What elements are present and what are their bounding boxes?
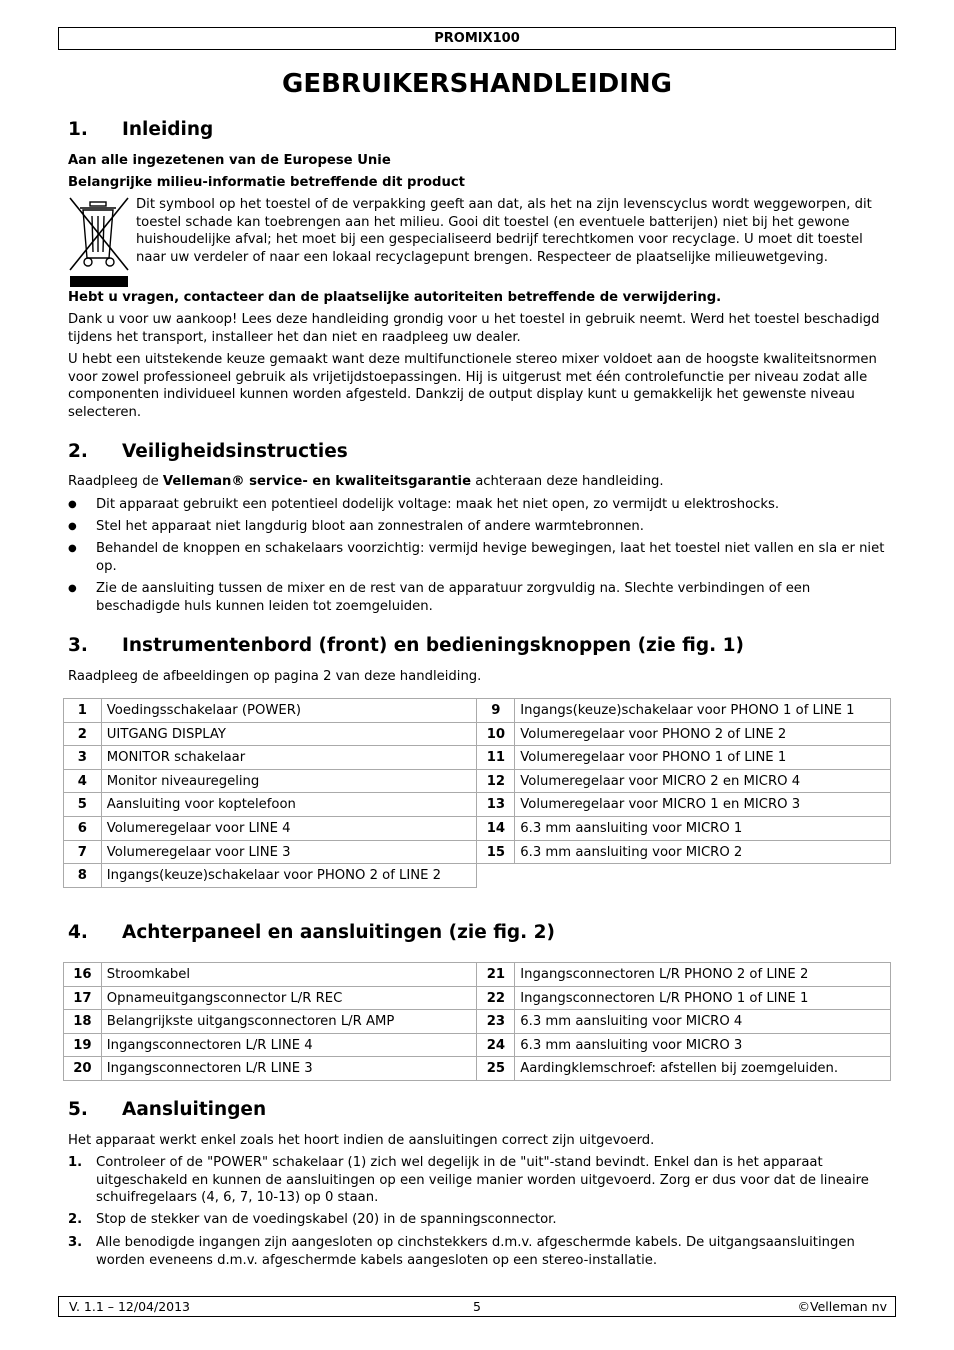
item-number: 5: [64, 793, 102, 817]
table-row: [64, 1010, 891, 1034]
item-number: 22: [477, 986, 515, 1010]
header-box: [58, 27, 896, 50]
intro-text: achteraan deze handleiding.: [471, 474, 664, 489]
item-number: 2: [64, 722, 102, 746]
item-description: Volumeregelaar voor LINE 4: [101, 816, 477, 840]
item-number: 9: [477, 699, 515, 723]
empty-cell: [477, 864, 891, 888]
list-item: [68, 1154, 898, 1207]
model-name: PROMIX100: [434, 31, 520, 46]
rear-panel-table: [63, 962, 891, 1081]
step-number: 2.: [68, 1212, 83, 1227]
item-description: MONITOR schakelaar: [101, 746, 477, 770]
choice-paragraph: U hebt een uitstekende keuze gemaakt want deze multifunctionele stereo mixer voldoet aan de hoogste kwaliteitsnormen voor zowel professioneel gebruik als vrijetijdstoepassingen. Hij is uitgerust met één controlefunctie per niveau zodat alle componenten individueel kunnen worden afgesteld. Dankzij de output display kunt u gemakkelijk het gewenste niveau selecteren.: [68, 352, 877, 420]
intro-text: Raadpleeg de: [68, 474, 163, 489]
item-description: Ingangsconnectoren L/R PHONO 1 of LINE 1: [515, 986, 891, 1010]
section-title: Aansluitingen: [122, 1099, 267, 1120]
connections-intro: Het apparaat werkt enkel zoals het hoort indien de aansluitingen correct zijn uitgevoerd.: [68, 1133, 655, 1148]
weee-text: Dit symbool op het toestel of de verpakking geeft aan dat, als het na zijn levenscyclus wordt weggeworpen, dit toestel schade kan toebrengen aan het milieu. Gooi dit toestel (en eventuele batterijen) niet bij het gewone huishoudelijke afval; het moet bij een gespecialiseerd bedrijf terechtkomen voor recyclage. U moet dit toestel naar uw verdeler of naar een lokaal recyclagepunt brengen. Respecteer de plaatselijke milieuwetgeving.: [136, 197, 872, 265]
version: V. 1.1 – 12/04/2013: [69, 1299, 191, 1314]
thanks-paragraph: Dank u voor uw aankoop! Lees deze handleiding grondig voor u het toestel in gebruik neemt. Werd het toestel beschadigd tijdens het transport, installeer het dan niet en raadpleeg uw dealer.: [68, 312, 880, 345]
item-number: 20: [64, 1057, 102, 1081]
table-row: [64, 1033, 891, 1057]
list-item: [68, 540, 898, 575]
list-item: [68, 518, 898, 536]
copyright: ©Velleman nv: [797, 1299, 887, 1314]
item-description: Volumeregelaar voor PHONO 1 of LINE 1: [515, 746, 891, 770]
item-description: Ingangsconnectoren L/R LINE 3: [101, 1057, 477, 1081]
section-4-heading: [68, 921, 555, 945]
table-row: [64, 1057, 891, 1081]
section-1-heading: [68, 118, 213, 142]
table-row: [64, 769, 891, 793]
section-number: 4.: [68, 922, 88, 943]
table-row: [64, 986, 891, 1010]
item-description: UITGANG DISPLAY: [101, 722, 477, 746]
section-title: Instrumentenbord (front) en bedieningsknoppen (zie fig. 1): [122, 635, 744, 656]
page-number: 5: [473, 1299, 481, 1314]
section-number: 5.: [68, 1099, 88, 1120]
item-number: 1: [64, 699, 102, 723]
item-description: Volumeregelaar voor PHONO 2 of LINE 2: [515, 722, 891, 746]
section-number: 1.: [68, 119, 88, 140]
section-number: 2.: [68, 441, 88, 462]
table-row: [64, 746, 891, 770]
item-number: 13: [477, 793, 515, 817]
bullet-icon: ●: [68, 543, 77, 554]
item-number: 8: [64, 864, 102, 888]
weee-bin-icon: [68, 196, 130, 290]
item-number: 17: [64, 986, 102, 1010]
item-number: 18: [64, 1010, 102, 1034]
front-panel-table: [63, 698, 891, 888]
item-number: 23: [477, 1010, 515, 1034]
bullet-icon: ●: [68, 583, 77, 594]
item-description: Ingangsconnectoren L/R PHONO 2 of LINE 2: [515, 963, 891, 987]
item-description: Ingangsconnectoren L/R LINE 4: [101, 1033, 477, 1057]
item-description: Aansluiting voor koptelefoon: [101, 793, 477, 817]
table-row: [64, 963, 891, 987]
table-row: [64, 699, 891, 723]
list-item: [68, 496, 898, 514]
section-title: Inleiding: [122, 119, 214, 140]
item-description: Monitor niveauregeling: [101, 769, 477, 793]
item-number: 4: [64, 769, 102, 793]
warranty-ref: Velleman® service- en kwaliteitsgarantie: [162, 474, 472, 489]
eu-line: Aan alle ingezetenen van de Europese Unie: [68, 153, 391, 168]
item-description: 6.3 mm aansluiting voor MICRO 4: [515, 1010, 891, 1034]
section-number: 3.: [68, 635, 88, 656]
item-number: 25: [477, 1057, 515, 1081]
item-description: Opnameuitgangsconnector L/R REC: [101, 986, 477, 1010]
item-description: 6.3 mm aansluiting voor MICRO 2: [515, 840, 891, 864]
bullet-text: Behandel de knoppen en schakelaars voorzichtig: vermijd hevige bewegingen, laat het toestel niet vallen en sla er niet op.: [96, 541, 885, 574]
list-item: [68, 1211, 898, 1229]
bullet-text: Zie de aansluiting tussen de mixer en de rest van de apparatuur zorgvuldig na. Slechte verbindingen of een beschadigde huls kunnen leiden tot zoemgeluiden.: [96, 581, 811, 614]
table-row: [64, 793, 891, 817]
table-row: [64, 722, 891, 746]
page-title: GEBRUIKERSHANDLEIDING: [282, 69, 672, 99]
table-row: [64, 840, 891, 864]
item-number: 16: [64, 963, 102, 987]
env-line: Belangrijke milieu-informatie betreffende dit product: [68, 175, 465, 190]
step-text: Stop de stekker van de voedingskabel (20) in de spanningsconnector.: [96, 1212, 557, 1227]
item-number: 19: [64, 1033, 102, 1057]
item-description: Ingangs(keuze)schakelaar voor PHONO 1 of LINE 1: [515, 699, 891, 723]
section-2-heading: [68, 440, 348, 464]
section-title: Veiligheidsinstructies: [122, 441, 348, 462]
contact-line: Hebt u vragen, contacteer dan de plaatselijke autoriteiten betreffende de verwijdering.: [68, 290, 722, 305]
item-description: Voedingsschakelaar (POWER): [101, 699, 477, 723]
item-number: 14: [477, 816, 515, 840]
bullet-icon: ●: [68, 499, 77, 510]
item-description: 6.3 mm aansluiting voor MICRO 3: [515, 1033, 891, 1057]
step-text: Alle benodigde ingangen zijn aangesloten op cinchstekkers d.m.v. afgeschermde kabels. De uitgangsaansluitingen worden eveneens d.m.v. afgeschermde kabels aangesloten op een stereo-installatie.: [96, 1235, 855, 1268]
item-number: 21: [477, 963, 515, 987]
front-intro: Raadpleeg de afbeeldingen op pagina 2 van deze handleiding.: [68, 669, 482, 684]
item-number: 6: [64, 816, 102, 840]
item-number: 11: [477, 746, 515, 770]
section-5-heading: [68, 1098, 266, 1122]
item-number: 15: [477, 840, 515, 864]
step-number: 3.: [68, 1235, 83, 1250]
item-description: Volumeregelaar voor LINE 3: [101, 840, 477, 864]
step-text: Controleer of de "POWER" schakelaar (1) zich wel degelijk in de "uit"-stand bevindt. Enkel dan is het apparaat uitgeschakeld en kunnen de aansluitingen op een veilige manier worden uitgevoerd. Zorg er dus voor dat de lineaire schuifregelaars (4, 6, 7, 10-13) op 0 staan.: [96, 1155, 869, 1206]
item-number: 10: [477, 722, 515, 746]
item-description: Volumeregelaar voor MICRO 2 en MICRO 4: [515, 769, 891, 793]
bullet-text: Stel het apparaat niet langdurig bloot aan zonnestralen of andere warmtebronnen.: [96, 519, 644, 534]
section-title: Achterpaneel en aansluitingen (zie fig. 2): [122, 922, 555, 943]
item-number: 3: [64, 746, 102, 770]
item-description: Stroomkabel: [101, 963, 477, 987]
item-number: 7: [64, 840, 102, 864]
item-description: Belangrijkste uitgangsconnectoren L/R AMP: [101, 1010, 477, 1034]
footer-box: [58, 1296, 896, 1317]
item-description: 6.3 mm aansluiting voor MICRO 1: [515, 816, 891, 840]
item-description: Aardingklemschroef: afstellen bij zoemgeluiden.: [515, 1057, 891, 1081]
table-row: [64, 864, 891, 888]
bullet-icon: ●: [68, 521, 77, 532]
item-number: 12: [477, 769, 515, 793]
section-3-heading: [68, 634, 744, 658]
item-description: Volumeregelaar voor MICRO 1 en MICRO 3: [515, 793, 891, 817]
list-item: [68, 1234, 898, 1269]
item-description: Ingangs(keuze)schakelaar voor PHONO 2 of LINE 2: [101, 864, 477, 888]
step-number: 1.: [68, 1155, 83, 1170]
item-number: 24: [477, 1033, 515, 1057]
bullet-text: Dit apparaat gebruikt een potentieel dodelijk voltage: maak het niet open, zo vermijdt u elektroshocks.: [96, 497, 780, 512]
safety-intro: [68, 473, 898, 491]
table-row: [64, 816, 891, 840]
list-item: [68, 580, 898, 615]
